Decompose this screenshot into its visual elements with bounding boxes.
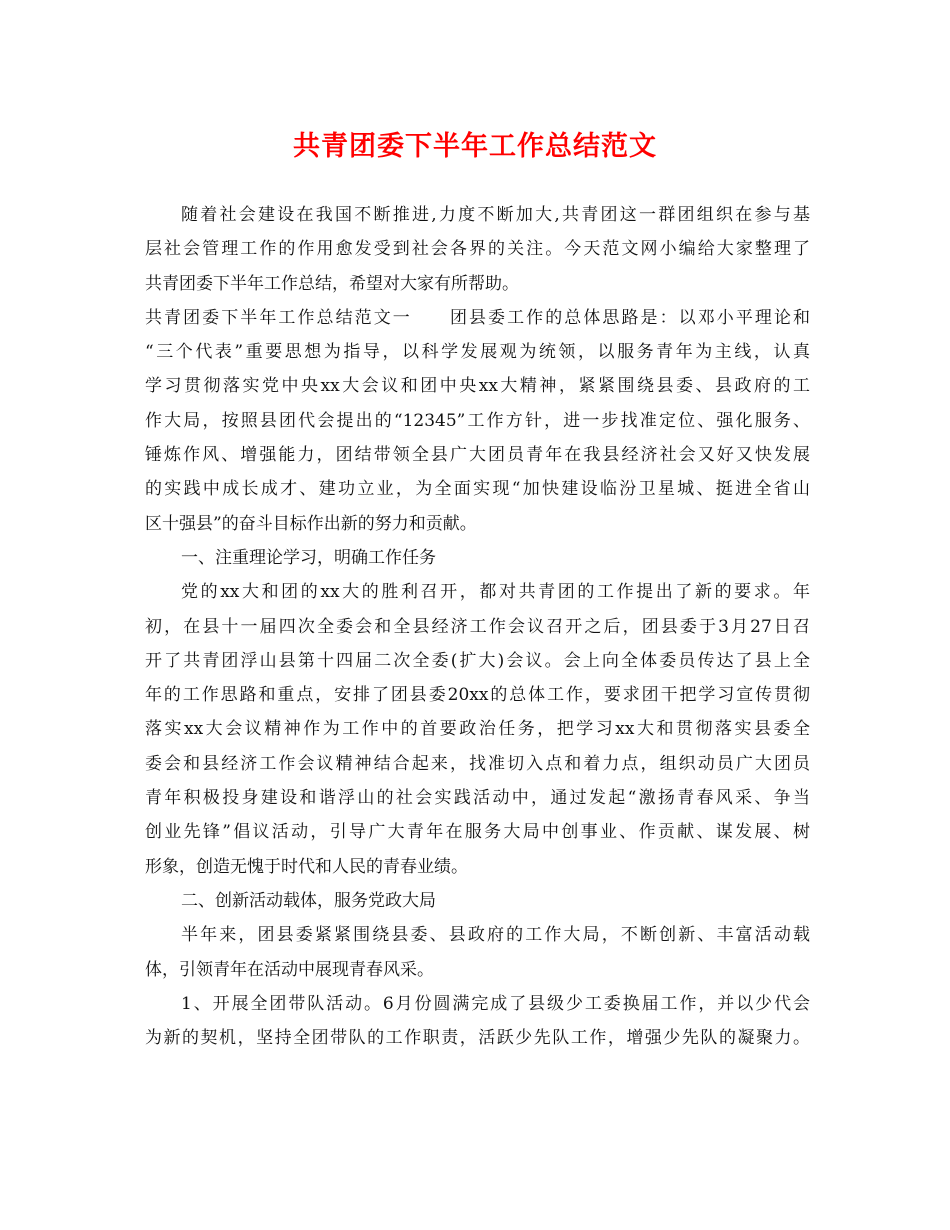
text-line: 作大局，按照县团代会提出的“12345”工作方针，进一步找准定位、强化服务、 xyxy=(145,410,810,431)
text-line: 形象，创造无愧于时代和人民的青春业绩。 xyxy=(145,856,468,877)
text-line: 年的工作思路和重点，安排了团县委20xx的总体工作，要求团干把学习宣传贯彻 xyxy=(145,685,810,706)
text-line: 学习贯彻落实党中央xx大会议和团中央xx大精神，紧紧围绕县委、县政府的工 xyxy=(145,376,810,397)
text-line: 初，在县十一届四次全委会和全县经济工作会议召开之后，团县委于3月27日召 xyxy=(145,616,810,637)
text-line: 随着社会建设在我国不断推进,力度不断加大,共青团这一群团组织在参与基 xyxy=(181,205,810,225)
section-heading: 一、注重理论学习，明确工作任务 xyxy=(181,547,436,568)
section-heading: 二、创新活动载体，服务党政大局 xyxy=(181,890,436,911)
text-line: 体，引领青年在活动中展现青春风采。 xyxy=(145,959,434,980)
text-line: 区十强县”的奋斗目标作出新的努力和贡献。 xyxy=(145,513,477,534)
document-body xyxy=(145,198,810,1055)
text-line: 开了共青团浮山县第十四届二次全委(扩大)会议。会上向全体委员传达了县上全 xyxy=(145,650,810,671)
text-line: 创业先锋”倡议活动，引导广大青年在服务大局中创事业、作贡献、谋发展、树 xyxy=(145,822,810,843)
text-line: 半年来，团县委紧紧围绕县委、县政府的工作大局，不断创新、丰富活动载 xyxy=(181,925,810,946)
text-line: 青年积极投身建设和谐浮山的社会实践活动中，通过发起“激扬青春风采、争当 xyxy=(145,788,810,809)
text-line: 党的xx大和团的xx大的胜利召开，都对共青团的工作提出了新的要求。年 xyxy=(181,582,810,603)
text-line: 共青团委下半年工作总结范文一 团县委工作的总体思路是：以邓小平理论和 xyxy=(145,307,810,328)
text-line: 共青团委下半年工作总结，希望对大家有所帮助。 xyxy=(145,273,519,294)
text-line: 落实xx大会议精神作为工作中的首要政治任务，把学习xx大和贯彻落实县委全 xyxy=(145,719,810,740)
text-line: 锤炼作风、增强能力，团结带领全县广大团员青年在我县经济社会又好又快发展 xyxy=(145,445,810,466)
text-line: 1、开展全团带队活动。6月份圆满完成了县级少工委换届工作，并以少代会 xyxy=(181,993,810,1014)
text-line: 委会和县经济工作会议精神结合起来，找准切入点和着力点，组织动员广大团员 xyxy=(145,753,810,774)
text-line: 层社会管理工作的作用愈发受到社会各界的关注。今天范文网小编给大家整理了 xyxy=(145,239,810,260)
text-line: 为新的契机，坚持全团带队的工作职责，活跃少先队工作，增强少先队的凝聚力。 xyxy=(145,1028,810,1049)
text-line: “三个代表”重要思想为指导，以科学发展观为统领，以服务青年为主线，认真 xyxy=(145,342,810,363)
text-line: 的实践中成长成才、建功立业，为全面实现“加快建设临汾卫星城、挺进全省山 xyxy=(145,479,810,500)
document-title: 共青团委下半年工作总结范文 xyxy=(293,131,657,162)
